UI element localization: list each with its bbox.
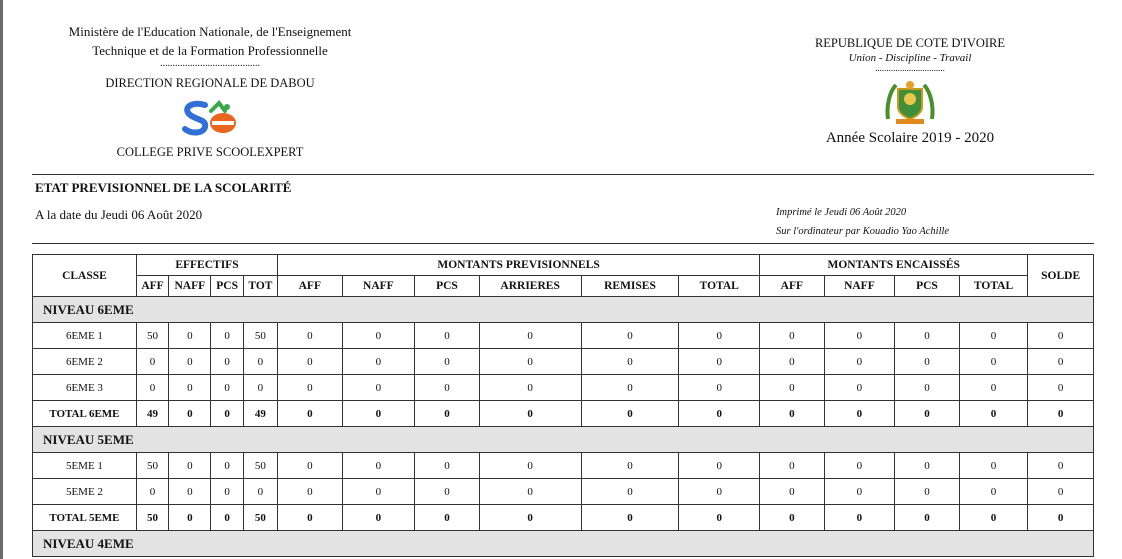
- value-cell: 0: [342, 479, 415, 505]
- sub-header: PCS: [211, 276, 243, 297]
- separator-dots: ........................................: [160, 58, 260, 69]
- direction-regionale: DIRECTION REGIONALE DE DABOU: [105, 76, 315, 90]
- table-row: [33, 453, 1094, 479]
- sub-header: ARRIERES: [479, 276, 581, 297]
- value-cell: 0: [169, 323, 211, 349]
- value-cell: 0: [959, 375, 1028, 401]
- value-cell: 0: [1028, 375, 1094, 401]
- value-cell: 0: [824, 401, 895, 427]
- printed-on: Imprimé le Jeudi 06 Août 2020: [776, 207, 907, 218]
- table-row: [33, 479, 1094, 505]
- bottom-rule: [32, 243, 1094, 244]
- class-name-cell: 6EME 2: [33, 349, 137, 375]
- value-cell: 0: [824, 479, 895, 505]
- value-cell: 0: [581, 505, 679, 531]
- group-effectifs: EFFECTIFS: [136, 255, 277, 276]
- value-cell: 0: [760, 479, 825, 505]
- value-cell: 0: [211, 479, 243, 505]
- value-cell: 0: [824, 375, 895, 401]
- value-cell: 49: [243, 401, 277, 427]
- value-cell: 0: [211, 349, 243, 375]
- value-cell: 0: [278, 323, 343, 349]
- col-classe: CLASSE: [33, 255, 137, 297]
- class-name-cell: 6EME 1: [33, 323, 137, 349]
- report-date: A la date du Jeudi 06 Août 2020: [35, 207, 203, 222]
- class-name-cell: 5EME 1: [33, 453, 137, 479]
- value-cell: 0: [479, 401, 581, 427]
- header-left: [40, 22, 380, 162]
- value-cell: 0: [581, 349, 679, 375]
- value-cell: 0: [581, 323, 679, 349]
- value-cell: 0: [581, 479, 679, 505]
- value-cell: 0: [959, 323, 1028, 349]
- value-cell: 0: [824, 453, 895, 479]
- value-cell: 50: [136, 505, 168, 531]
- value-cell: 0: [278, 505, 343, 531]
- sub-header: AFF: [278, 276, 343, 297]
- value-cell: 0: [211, 453, 243, 479]
- value-cell: 0: [679, 505, 760, 531]
- class-name-cell: 5EME 2: [33, 479, 137, 505]
- value-cell: 0: [760, 349, 825, 375]
- scolarite-table: [32, 254, 1094, 557]
- value-cell: 0: [342, 375, 415, 401]
- value-cell: 0: [479, 453, 581, 479]
- value-cell: 0: [342, 323, 415, 349]
- group-montants-encaisses: MONTANTS ENCAISSÉS: [760, 255, 1028, 276]
- value-cell: 0: [824, 349, 895, 375]
- value-cell: 0: [169, 349, 211, 375]
- col-solde: SOLDE: [1028, 255, 1094, 297]
- sub-header: TOTAL: [959, 276, 1028, 297]
- sub-header: PCS: [415, 276, 480, 297]
- level-name: NIVEAU 6EME: [33, 297, 1094, 323]
- level-name: NIVEAU 5EME: [33, 427, 1094, 453]
- class-name-cell: 6EME 3: [33, 375, 137, 401]
- value-cell: 0: [679, 479, 760, 505]
- value-cell: 0: [415, 505, 480, 531]
- value-cell: 0: [415, 323, 480, 349]
- value-cell: 0: [679, 375, 760, 401]
- scoolexpert-logo-icon: [175, 99, 245, 141]
- coat-of-arms-icon: [882, 79, 938, 127]
- sub-header: PCS: [895, 276, 960, 297]
- value-cell: 0: [243, 479, 277, 505]
- sub-header: TOT: [243, 276, 277, 297]
- value-cell: 0: [278, 479, 343, 505]
- value-cell: 0: [136, 479, 168, 505]
- value-cell: 0: [278, 401, 343, 427]
- value-cell: 0: [278, 375, 343, 401]
- class-name-cell: TOTAL 6EME: [33, 401, 137, 427]
- value-cell: 0: [959, 401, 1028, 427]
- value-cell: 0: [169, 479, 211, 505]
- value-cell: 0: [959, 453, 1028, 479]
- value-cell: 0: [169, 505, 211, 531]
- value-cell: 0: [479, 323, 581, 349]
- country-name: REPUBLIQUE DE COTE D'IVOIRE: [814, 36, 1006, 50]
- value-cell: 49: [136, 401, 168, 427]
- sub-header: TOTAL: [679, 276, 760, 297]
- value-cell: 0: [211, 375, 243, 401]
- value-cell: 0: [1028, 349, 1094, 375]
- value-cell: 0: [760, 401, 825, 427]
- value-cell: 0: [169, 453, 211, 479]
- header-right: [790, 34, 1030, 147]
- value-cell: 0: [895, 323, 960, 349]
- value-cell: 50: [243, 323, 277, 349]
- value-cell: 0: [278, 453, 343, 479]
- value-cell: 0: [959, 349, 1028, 375]
- group-montants-previsionnels: MONTANTS PREVISIONNELS: [278, 255, 760, 276]
- value-cell: 0: [959, 505, 1028, 531]
- level-row: [33, 297, 1094, 323]
- value-cell: 0: [1028, 401, 1094, 427]
- sub-header: AFF: [136, 276, 168, 297]
- sub-header: AFF: [760, 276, 825, 297]
- value-cell: 0: [760, 375, 825, 401]
- value-cell: 0: [895, 375, 960, 401]
- sub-header: NAFF: [169, 276, 211, 297]
- value-cell: 0: [479, 505, 581, 531]
- value-cell: 0: [1028, 479, 1094, 505]
- value-cell: 0: [278, 349, 343, 375]
- value-cell: 50: [243, 453, 277, 479]
- value-cell: 0: [211, 505, 243, 531]
- value-cell: 0: [760, 323, 825, 349]
- value-cell: 0: [679, 349, 760, 375]
- value-cell: 0: [479, 375, 581, 401]
- value-cell: 0: [479, 349, 581, 375]
- value-cell: 0: [342, 453, 415, 479]
- class-name-cell: TOTAL 5EME: [33, 505, 137, 531]
- value-cell: 0: [1028, 453, 1094, 479]
- value-cell: 50: [136, 453, 168, 479]
- table-row: [33, 323, 1094, 349]
- college-name: COLLEGE PRIVE SCOOLEXPERT: [116, 145, 304, 159]
- value-cell: 0: [679, 323, 760, 349]
- value-cell: 0: [243, 349, 277, 375]
- level-row: [33, 531, 1094, 557]
- value-cell: 0: [824, 505, 895, 531]
- value-cell: 50: [243, 505, 277, 531]
- value-cell: 0: [895, 453, 960, 479]
- value-cell: 0: [415, 375, 480, 401]
- value-cell: 0: [824, 323, 895, 349]
- value-cell: 0: [136, 349, 168, 375]
- value-cell: 0: [169, 401, 211, 427]
- national-motto: Union - Discipline - Travail: [848, 52, 972, 64]
- value-cell: 0: [211, 323, 243, 349]
- sub-header: REMISES: [581, 276, 679, 297]
- print-info: [776, 203, 949, 241]
- value-cell: 0: [243, 375, 277, 401]
- value-cell: 0: [342, 349, 415, 375]
- value-cell: 50: [136, 323, 168, 349]
- value-cell: 0: [415, 401, 480, 427]
- ministry-line-2: Technique et de la Formation Professionnelle: [92, 43, 328, 58]
- top-rule: [32, 174, 1094, 175]
- value-cell: 0: [581, 401, 679, 427]
- value-cell: 0: [1028, 323, 1094, 349]
- value-cell: 0: [1028, 505, 1094, 531]
- value-cell: 0: [342, 505, 415, 531]
- sub-header: NAFF: [342, 276, 415, 297]
- value-cell: 0: [581, 375, 679, 401]
- motto-separator: ...............................: [875, 63, 945, 73]
- school-year: Année Scolaire 2019 - 2020: [825, 130, 995, 146]
- value-cell: 0: [479, 479, 581, 505]
- value-cell: 0: [760, 505, 825, 531]
- value-cell: 0: [895, 505, 960, 531]
- value-cell: 0: [959, 479, 1028, 505]
- value-cell: 0: [679, 401, 760, 427]
- report-title: ETAT PREVISIONNEL DE LA SCOLARITÉ: [35, 180, 292, 195]
- value-cell: 0: [415, 453, 480, 479]
- value-cell: 0: [136, 375, 168, 401]
- value-cell: 0: [895, 349, 960, 375]
- level-name: NIVEAU 4EME: [33, 531, 1094, 557]
- value-cell: 0: [760, 453, 825, 479]
- level-row: [33, 427, 1094, 453]
- value-cell: 0: [169, 375, 211, 401]
- value-cell: 0: [679, 453, 760, 479]
- total-row: [33, 505, 1094, 531]
- value-cell: 0: [415, 479, 480, 505]
- value-cell: 0: [342, 401, 415, 427]
- value-cell: 0: [895, 479, 960, 505]
- sub-header: NAFF: [824, 276, 895, 297]
- value-cell: 0: [211, 401, 243, 427]
- value-cell: 0: [581, 453, 679, 479]
- total-row: [33, 401, 1094, 427]
- page-left-edge: [0, 0, 3, 559]
- table-row: [33, 349, 1094, 375]
- printed-by: Sur l'ordinateur par Kouadio Yao Achille: [776, 226, 950, 237]
- value-cell: 0: [415, 349, 480, 375]
- value-cell: 0: [895, 401, 960, 427]
- table-row: [33, 375, 1094, 401]
- ministry-line-1: Ministère de l'Education Nationale, de l'Enseignement: [68, 24, 352, 39]
